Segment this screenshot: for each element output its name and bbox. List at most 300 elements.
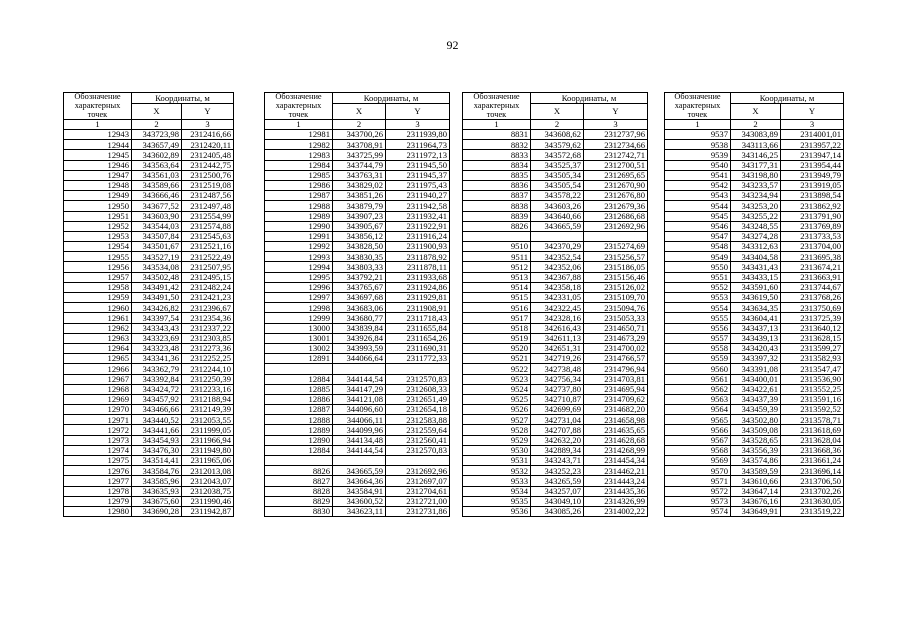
y-value: 2312495,15 — [182, 272, 234, 282]
point-id: 12971 — [64, 415, 132, 425]
y-value: 2312574,88 — [182, 221, 234, 231]
point-id: 12956 — [64, 262, 132, 272]
table-row — [463, 333, 648, 343]
designation-header: Обозначение характерных точек — [265, 93, 333, 120]
x-value: 342611,13 — [531, 333, 584, 343]
point-id: 9539 — [665, 150, 731, 160]
point-id: 9556 — [665, 323, 731, 333]
x-value: 343647,14 — [731, 486, 781, 496]
y-value: 2314766,57 — [584, 354, 648, 364]
table-row — [463, 445, 648, 455]
y-value: 2313640,12 — [781, 323, 844, 333]
x-value: 343665,59 — [531, 221, 584, 231]
point-id: 9553 — [665, 293, 731, 303]
x-value: 343457,92 — [132, 394, 182, 404]
point-id: 9533 — [463, 476, 531, 486]
table-row — [463, 140, 648, 150]
point-id: 9541 — [665, 170, 731, 180]
x-value: 343623,11 — [333, 506, 386, 516]
y-value: 2313744,67 — [781, 282, 844, 292]
x-value: 342710,87 — [531, 394, 584, 404]
table-row — [64, 191, 234, 201]
table-row — [265, 293, 450, 303]
table-row — [463, 242, 648, 252]
x-value: 343312,63 — [731, 242, 781, 252]
x-value: 343723,98 — [132, 130, 182, 140]
table-row — [64, 252, 234, 262]
x-value: 343397,32 — [731, 354, 781, 364]
table-row — [265, 466, 450, 476]
table-row — [64, 333, 234, 343]
y-value: 2313628,04 — [781, 435, 844, 445]
y-value: 2312038,75 — [182, 486, 234, 496]
point-id: 8832 — [463, 140, 531, 150]
x-value: 342699,69 — [531, 405, 584, 415]
point-id: 12996 — [265, 282, 333, 292]
point-id: 12951 — [64, 211, 132, 221]
table-row — [265, 405, 450, 415]
table-row — [463, 282, 648, 292]
y-value: 2313668,36 — [781, 445, 844, 455]
point-id: 12888 — [265, 415, 333, 425]
point-id: 12885 — [265, 384, 333, 394]
point-id: 8837 — [463, 191, 531, 201]
table-row — [265, 180, 450, 190]
table-row — [665, 415, 844, 425]
table-row — [64, 201, 234, 211]
y-value: 2314650,71 — [584, 323, 648, 333]
table-row — [665, 180, 844, 190]
point-id: 12997 — [265, 293, 333, 303]
x-value: 343424,72 — [132, 384, 182, 394]
table-row — [665, 333, 844, 343]
y-value: 2311916,24 — [386, 231, 450, 241]
point-id: 12977 — [64, 476, 132, 486]
point-id: 12964 — [64, 343, 132, 353]
table-row — [463, 354, 648, 364]
x-header: X — [731, 103, 781, 120]
y-value: 2311922,91 — [386, 221, 450, 231]
y-value: 2313552,25 — [781, 384, 844, 394]
x-value: 343993,59 — [333, 343, 386, 353]
point-id: 12886 — [265, 394, 333, 404]
y-value: 2313919,05 — [781, 180, 844, 190]
y-value — [386, 456, 450, 466]
x-value: 343257,07 — [531, 486, 584, 496]
table-row — [463, 201, 648, 211]
y-value: 2314703,81 — [584, 374, 648, 384]
y-value: 2314682,20 — [584, 405, 648, 415]
point-id: 13000 — [265, 323, 333, 333]
table-row — [665, 476, 844, 486]
point-id: 12944 — [64, 140, 132, 150]
y-value: 2314628,68 — [584, 435, 648, 445]
x-header: X — [333, 103, 386, 120]
table-row — [64, 476, 234, 486]
table-row — [265, 364, 450, 374]
table-row — [665, 262, 844, 272]
x-value: 342370,29 — [531, 242, 584, 252]
y-value: 2312013,08 — [182, 466, 234, 476]
coordinates-table-1 — [63, 92, 234, 517]
table-row — [64, 211, 234, 221]
y-value: 2315256,57 — [584, 252, 648, 262]
point-id: 12943 — [64, 130, 132, 140]
y-value: 2313519,22 — [781, 506, 844, 516]
y-value: 2312303,85 — [182, 333, 234, 343]
point-id: 9519 — [463, 333, 531, 343]
x-value: 343525,37 — [531, 160, 584, 170]
y-value: 2313599,27 — [781, 343, 844, 353]
point-id: 12954 — [64, 242, 132, 252]
y-value: 2313661,24 — [781, 456, 844, 466]
table-row — [64, 140, 234, 150]
y-value: 2314658,98 — [584, 415, 648, 425]
point-id: 12987 — [265, 191, 333, 201]
column-number: 2 — [333, 120, 386, 130]
table-row — [463, 180, 648, 190]
table-row — [265, 323, 450, 333]
table-row — [463, 343, 648, 353]
y-value: 2312734,66 — [584, 140, 648, 150]
x-header: X — [132, 103, 182, 120]
point-id: 8826 — [265, 466, 333, 476]
y-value: 2314002,22 — [584, 506, 648, 516]
y-value: 2312420,11 — [182, 140, 234, 150]
x-value — [333, 456, 386, 466]
y-value: 2312482,24 — [182, 282, 234, 292]
x-value: 343792,21 — [333, 272, 386, 282]
x-value: 343433,15 — [731, 272, 781, 282]
table-row — [265, 394, 450, 404]
table-row — [463, 374, 648, 384]
table-row — [265, 170, 450, 180]
point-id: 12979 — [64, 496, 132, 506]
y-value: 2311990,46 — [182, 496, 234, 506]
point-id: 12998 — [265, 303, 333, 313]
x-value: 343603,90 — [132, 211, 182, 221]
point-id: 9513 — [463, 272, 531, 282]
table-row — [265, 282, 450, 292]
table-row — [64, 405, 234, 415]
table-row — [463, 384, 648, 394]
table-row — [463, 405, 648, 415]
table-row — [64, 150, 234, 160]
x-value: 343420,43 — [731, 343, 781, 353]
point-id: 9544 — [665, 201, 731, 211]
y-value: 2314709,62 — [584, 394, 648, 404]
table-row — [665, 486, 844, 496]
x-value: 342352,06 — [531, 262, 584, 272]
y-value: 2315094,76 — [584, 303, 648, 313]
x-value: 343362,79 — [132, 364, 182, 374]
table-row — [463, 435, 648, 445]
table-row — [665, 343, 844, 353]
table-row — [64, 272, 234, 282]
y-value: 2312043,07 — [182, 476, 234, 486]
y-value: 2312742,71 — [584, 150, 648, 160]
y-value: 2312521,16 — [182, 242, 234, 252]
x-value: 344096,60 — [333, 405, 386, 415]
y-header: Y — [182, 103, 234, 120]
x-value: 343585,96 — [132, 476, 182, 486]
y-value: 2313674,21 — [781, 262, 844, 272]
column-number: 1 — [265, 120, 333, 130]
table-row — [665, 191, 844, 201]
y-value: 2312608,33 — [386, 384, 450, 394]
point-id: 12946 — [64, 160, 132, 170]
x-value: 343574,86 — [731, 456, 781, 466]
point-id: 12890 — [265, 435, 333, 445]
x-value: 343437,39 — [731, 394, 781, 404]
y-value: 2314796,94 — [584, 364, 648, 374]
point-id: 9542 — [665, 180, 731, 190]
table-row — [665, 323, 844, 333]
y-value: 2313702,26 — [781, 486, 844, 496]
x-value: 342707,88 — [531, 425, 584, 435]
point-id: 9510 — [463, 242, 531, 252]
table-row — [665, 170, 844, 180]
point-id: 8839 — [463, 211, 531, 221]
table-row — [265, 262, 450, 272]
table-row — [265, 496, 450, 506]
table-row — [665, 201, 844, 211]
point-id: 13001 — [265, 333, 333, 343]
point-id: 9565 — [665, 415, 731, 425]
x-value: 342632,20 — [531, 435, 584, 445]
table-row — [665, 313, 844, 323]
table-row — [64, 364, 234, 374]
table-row — [265, 221, 450, 231]
x-value: 343589,59 — [731, 466, 781, 476]
x-value: 343233,57 — [731, 180, 781, 190]
y-value: 2312396,67 — [182, 303, 234, 313]
point-id: 8827 — [265, 476, 333, 486]
point-id: 12990 — [265, 221, 333, 231]
point-id: 12891 — [265, 354, 333, 364]
x-value: 343431,43 — [731, 262, 781, 272]
x-value: 342651,31 — [531, 343, 584, 353]
table-row — [265, 201, 450, 211]
table-row — [265, 313, 450, 323]
table-row — [265, 445, 450, 455]
x-value: 342616,43 — [531, 323, 584, 333]
x-value: 343466,66 — [132, 405, 182, 415]
point-id: 12994 — [265, 262, 333, 272]
point-id: 8834 — [463, 160, 531, 170]
y-value: 2312354,36 — [182, 313, 234, 323]
table-row — [265, 343, 450, 353]
x-value — [531, 231, 584, 241]
point-id: 9518 — [463, 323, 531, 333]
y-value: 2312507,95 — [182, 262, 234, 272]
y-value: 2312522,49 — [182, 252, 234, 262]
point-id: 12957 — [64, 272, 132, 282]
table-row — [665, 384, 844, 394]
y-value: 2312721,00 — [386, 496, 450, 506]
y-value: 2312188,94 — [182, 394, 234, 404]
x-value: 343725,99 — [333, 150, 386, 160]
column-number: 3 — [781, 120, 844, 130]
y-value: 2313862,92 — [781, 201, 844, 211]
table-row — [665, 293, 844, 303]
x-value: 343680,77 — [333, 313, 386, 323]
y-value: 2311929,81 — [386, 293, 450, 303]
y-header: Y — [584, 103, 648, 120]
x-value: 343765,67 — [333, 282, 386, 292]
y-value: 2314635,65 — [584, 425, 648, 435]
table-row — [64, 374, 234, 384]
y-value: 2312545,63 — [182, 231, 234, 241]
table-row — [463, 130, 648, 140]
table-row — [463, 466, 648, 476]
x-value: 342352,54 — [531, 252, 584, 262]
table-row — [265, 476, 450, 486]
x-value: 343851,26 — [333, 191, 386, 201]
table-row — [64, 456, 234, 466]
point-id: 12966 — [64, 364, 132, 374]
x-value: 343839,84 — [333, 323, 386, 333]
x-header: X — [531, 103, 584, 120]
point-id: 12995 — [265, 272, 333, 282]
y-value: 2311939,80 — [386, 130, 450, 140]
y-value: 2313704,00 — [781, 242, 844, 252]
y-value: 2314673,29 — [584, 333, 648, 343]
x-value: 343619,50 — [731, 293, 781, 303]
table-row — [64, 130, 234, 140]
table-row — [463, 506, 648, 516]
point-id: 9517 — [463, 313, 531, 323]
point-id: 9549 — [665, 252, 731, 262]
point-id: 12978 — [64, 486, 132, 496]
y-value: 2312559,64 — [386, 425, 450, 435]
page-number: 92 — [446, 38, 459, 52]
point-id: 9515 — [463, 293, 531, 303]
table-row — [665, 374, 844, 384]
table-row — [265, 140, 450, 150]
table-row — [64, 415, 234, 425]
table-row — [265, 354, 450, 364]
point-id: 9552 — [665, 282, 731, 292]
point-id: 9547 — [665, 231, 731, 241]
x-value: 343113,66 — [731, 140, 781, 150]
table-row — [265, 415, 450, 425]
y-value: 2313706,50 — [781, 476, 844, 486]
y-header: Y — [781, 103, 844, 120]
point-id: 9551 — [665, 272, 731, 282]
point-id: 9561 — [665, 374, 731, 384]
x-value: 343505,34 — [531, 170, 584, 180]
table-row — [665, 456, 844, 466]
x-value: 343274,28 — [731, 231, 781, 241]
table-row — [265, 160, 450, 170]
table-row — [64, 242, 234, 252]
y-value: 2314268,99 — [584, 445, 648, 455]
table-row — [64, 445, 234, 455]
point-id: 8836 — [463, 180, 531, 190]
x-value: 343400,01 — [731, 374, 781, 384]
x-value: 344099,96 — [333, 425, 386, 435]
table-row — [463, 211, 648, 221]
table-row — [665, 282, 844, 292]
table-row — [463, 425, 648, 435]
point-id: 12983 — [265, 150, 333, 160]
table-row — [463, 303, 648, 313]
table-row — [64, 425, 234, 435]
x-value: 344144,54 — [333, 374, 386, 384]
point-id: 9562 — [665, 384, 731, 394]
column-number: 2 — [731, 120, 781, 130]
x-value: 343666,46 — [132, 191, 182, 201]
table-row — [463, 262, 648, 272]
table-row — [265, 333, 450, 343]
x-value: 343255,22 — [731, 211, 781, 221]
x-value: 343198,80 — [731, 170, 781, 180]
x-value: 344134,48 — [333, 435, 386, 445]
point-id: 9537 — [665, 130, 731, 140]
x-value: 343544,03 — [132, 221, 182, 231]
y-value: 2312679,36 — [584, 201, 648, 211]
y-value: 2311965,06 — [182, 456, 234, 466]
point-id: 9527 — [463, 415, 531, 425]
point-id: 12993 — [265, 252, 333, 262]
point-id: 9531 — [463, 456, 531, 466]
x-value: 343439,13 — [731, 333, 781, 343]
point-id: 9571 — [665, 476, 731, 486]
x-value: 342738,48 — [531, 364, 584, 374]
designation-header: Обозначение характерных точек — [665, 93, 731, 120]
table-row — [463, 415, 648, 425]
table-row — [463, 293, 648, 303]
y-value: 2311942,87 — [182, 506, 234, 516]
coordinates-header: Координаты, м — [333, 93, 450, 104]
y-value: 2311690,31 — [386, 343, 450, 353]
y-value: 2313618,69 — [781, 425, 844, 435]
y-value: 2312405,48 — [182, 150, 234, 160]
x-value: 344144,54 — [333, 445, 386, 455]
x-value: 343604,41 — [731, 313, 781, 323]
y-value: 2313898,54 — [781, 191, 844, 201]
table-row — [64, 506, 234, 516]
x-value: 343677,52 — [132, 201, 182, 211]
coordinates-header: Координаты, м — [731, 93, 844, 104]
point-id: 8830 — [265, 506, 333, 516]
y-value: 2312560,41 — [386, 435, 450, 445]
y-value: 2315274,69 — [584, 242, 648, 252]
point-id: 9529 — [463, 435, 531, 445]
table-row — [64, 262, 234, 272]
point-id: 12887 — [265, 405, 333, 415]
table-row — [463, 496, 648, 506]
x-value: 343610,66 — [731, 476, 781, 486]
x-value: 343744,79 — [333, 160, 386, 170]
column-number: 1 — [64, 120, 132, 130]
table-row — [665, 425, 844, 435]
y-value: 2311908,91 — [386, 303, 450, 313]
x-value: 343505,54 — [531, 180, 584, 190]
point-id: 9563 — [665, 394, 731, 404]
table-row — [265, 191, 450, 201]
x-value: 343830,35 — [333, 252, 386, 262]
point-id: 9525 — [463, 394, 531, 404]
y-value: 2312244,10 — [182, 364, 234, 374]
y-value: 2312692,96 — [386, 466, 450, 476]
point-id: 9535 — [463, 496, 531, 506]
table-row — [265, 435, 450, 445]
x-value: 342367,88 — [531, 272, 584, 282]
table-row — [265, 211, 450, 221]
table-row — [463, 191, 648, 201]
